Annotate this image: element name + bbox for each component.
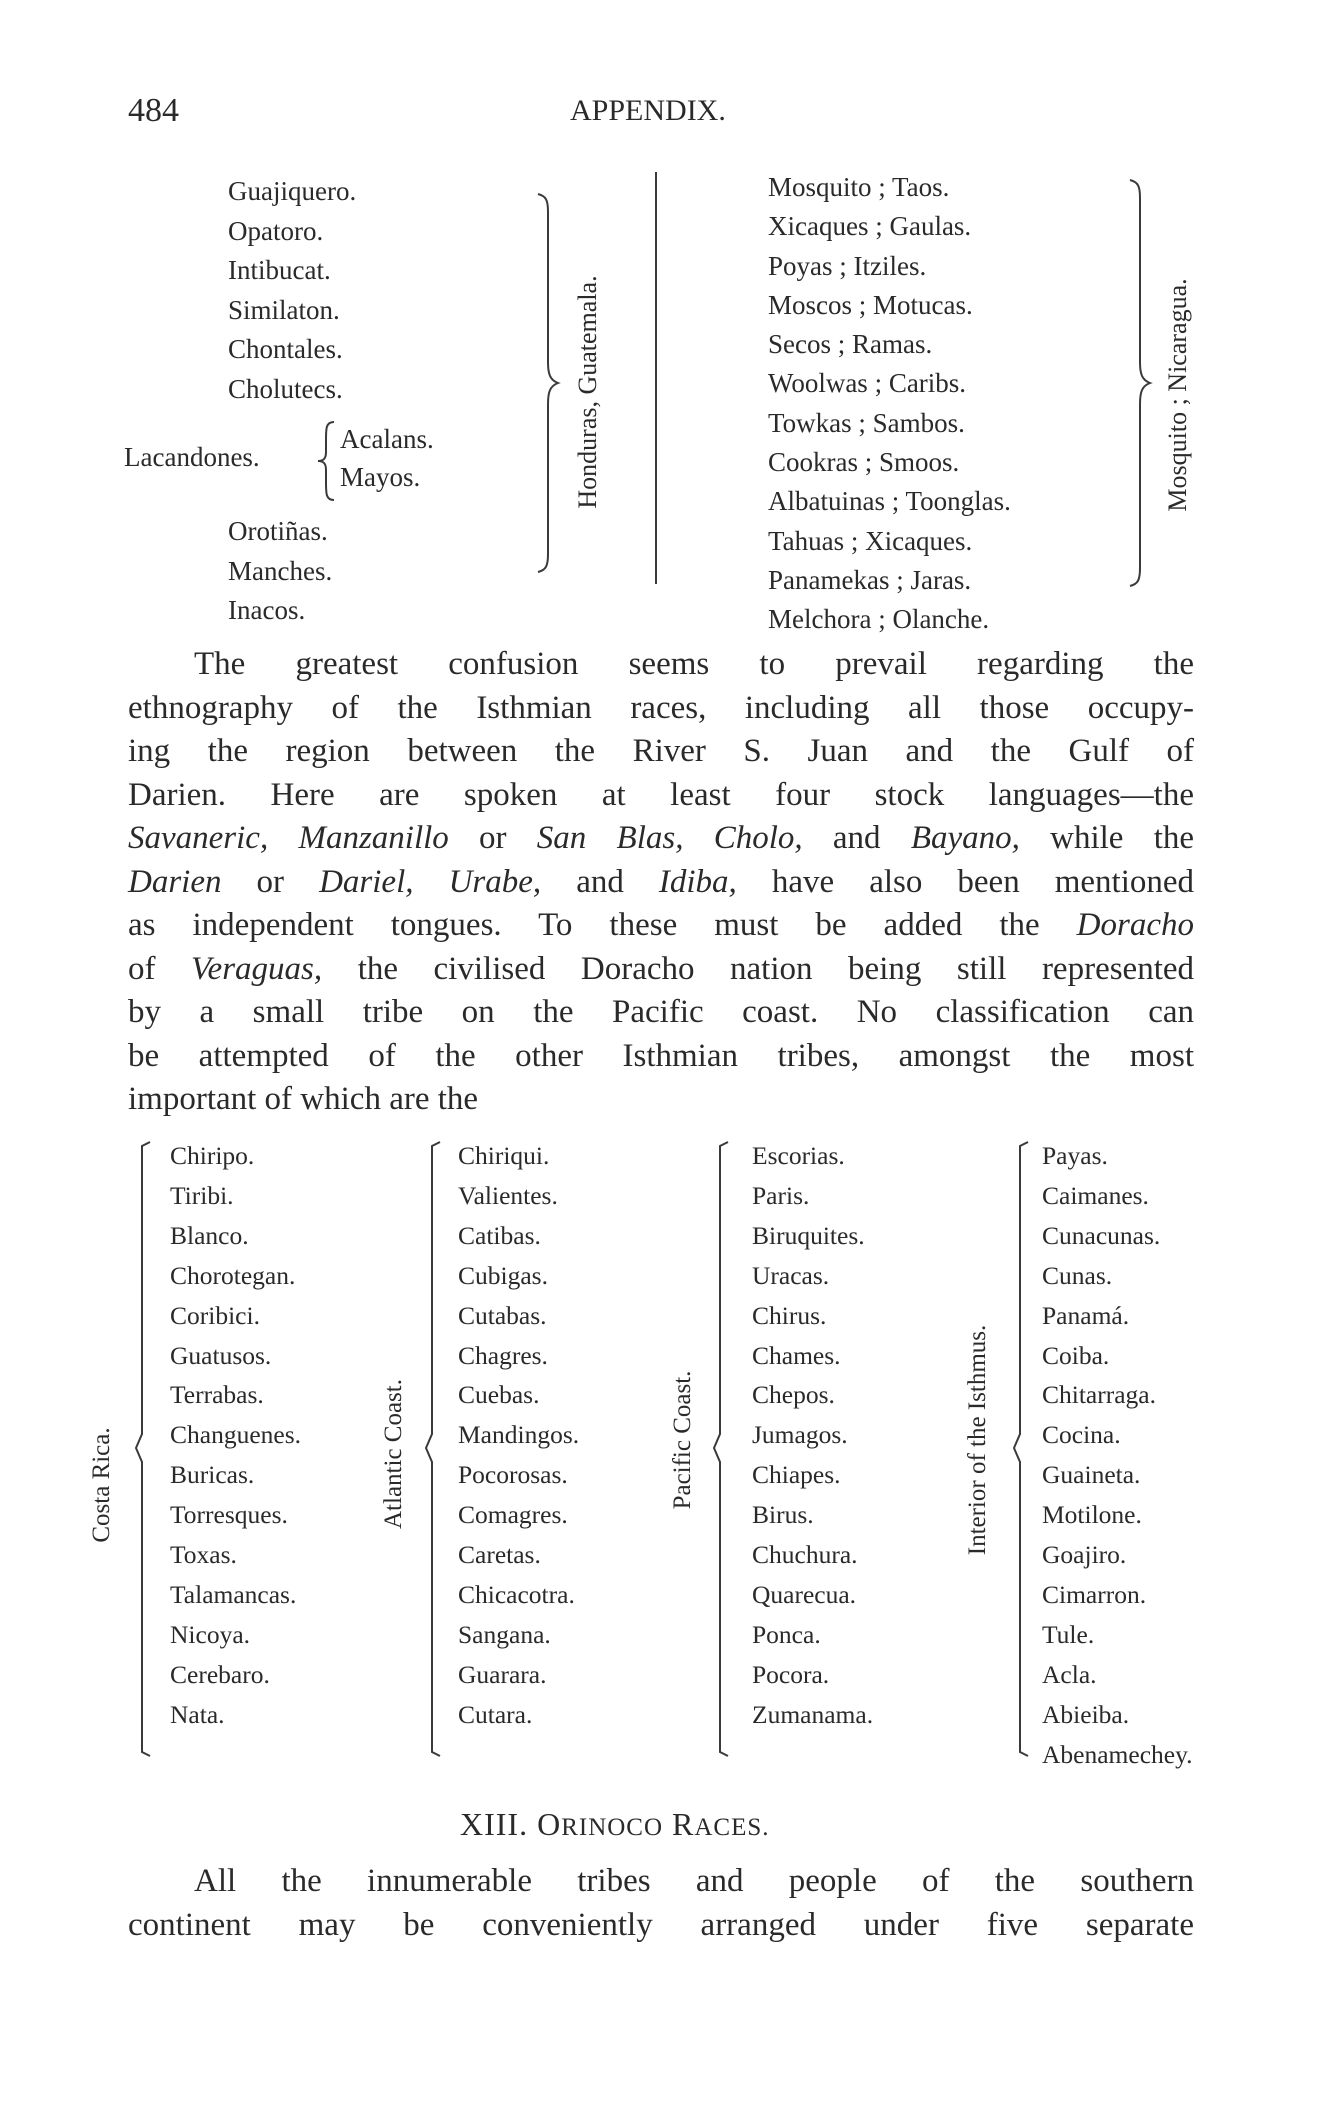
region-interior-isthmus: Interior of the Isthmus.	[964, 1324, 991, 1556]
list-item: Panamekas ; Jaras.	[768, 564, 972, 595]
list-item: Cunas.	[1042, 1260, 1113, 1290]
lang-bayano: Bayano,	[910, 820, 1020, 856]
list-item: Chitarraga.	[1042, 1380, 1156, 1410]
list-item: Chagres.	[458, 1340, 548, 1370]
section-heading	[460, 1806, 770, 1843]
list-item: Guaineta.	[1042, 1460, 1141, 1490]
text-line: ethnography of the Isthmian races, including all those occupy-	[128, 689, 1194, 726]
section-word-2-rest: ACES.	[694, 1814, 770, 1841]
list-item: Manches.	[228, 555, 333, 586]
section-word-1-initial: O	[537, 1806, 562, 1842]
list-item: Goajiro.	[1042, 1540, 1127, 1570]
list-item: Cimarron.	[1042, 1579, 1147, 1609]
paragraph-orinoco	[128, 1860, 1194, 1947]
text: or	[479, 820, 507, 856]
lacandones-label: Lacandones.	[124, 442, 260, 472]
table2-col3-brace	[712, 1138, 734, 1760]
list-item: Chiriqui.	[458, 1141, 550, 1170]
lang-urabe: Urabe,	[448, 863, 542, 900]
list-item: Valientes.	[458, 1180, 558, 1210]
text-line	[128, 948, 1194, 992]
text-line	[128, 904, 1194, 948]
list-item: Guatusos.	[170, 1340, 272, 1370]
text: and	[576, 863, 624, 900]
list-item: Toxas.	[170, 1540, 237, 1570]
list-item: Comagres.	[458, 1500, 568, 1530]
list-item: Terrabas.	[170, 1380, 264, 1410]
list-item: Opatoro.	[228, 215, 324, 246]
list-item: Sangana.	[458, 1619, 551, 1649]
list-item: Zumanama.	[752, 1699, 874, 1729]
list-item: Cutara.	[458, 1699, 533, 1729]
list-item: Chames.	[752, 1340, 841, 1370]
table1-col1-brace	[534, 192, 564, 574]
list-item: Quarecua.	[752, 1579, 857, 1609]
list-item: Chirus.	[752, 1300, 827, 1330]
lacandones-sub-2: Mayos.	[340, 462, 421, 492]
list-item: Similaton.	[228, 294, 340, 325]
lacandones-sub-1: Acalans.	[340, 424, 434, 454]
list-item: Cubigas.	[458, 1260, 548, 1290]
table2-col1	[170, 1136, 301, 1735]
text: and	[832, 820, 881, 856]
list-item: Chiapes.	[752, 1460, 841, 1490]
list-item: Escorias.	[752, 1141, 845, 1170]
running-title: APPENDIX.	[570, 94, 726, 127]
region-mosquito-nicaragua: Mosquito ; Nicaragua.	[1163, 278, 1192, 512]
list-item: Albatuinas ; Toonglas.	[768, 486, 1011, 517]
list-item: Woolwas ; Caribs.	[768, 368, 967, 399]
list-item: Cutabas.	[458, 1300, 547, 1330]
section-numeral: XIII.	[460, 1806, 529, 1842]
region-honduras-guatemala: Honduras, Guatemala.	[573, 275, 602, 509]
list-item: Changuenes.	[170, 1420, 302, 1450]
text: the civilised Doracho nation being still represented	[357, 950, 1195, 987]
lang-savaneric: Savaneric,	[128, 820, 269, 856]
list-item: Acla.	[1042, 1659, 1097, 1689]
list-item: Cocina.	[1042, 1420, 1121, 1450]
text-line	[128, 817, 1194, 861]
lang-idiba: Idiba,	[658, 863, 737, 900]
list-item: Xicaques ; Gaulas.	[768, 211, 972, 242]
list-item: Guarara.	[458, 1659, 547, 1689]
region-costa-rica: Costa Rica.	[88, 1427, 115, 1543]
list-item: Blanco.	[170, 1220, 249, 1250]
lacandones-brace	[314, 420, 338, 502]
text-line: continent may be conveniently arranged under five separate	[128, 1906, 1194, 1943]
table2-col2	[458, 1136, 579, 1735]
list-item: Abieiba.	[1042, 1699, 1130, 1729]
text-line: ing the region between the River S. Juan and the Gulf of	[128, 733, 1194, 769]
region-pacific-coast: Pacific Coast.	[669, 1370, 696, 1510]
list-item: Tahuas ; Xicaques.	[768, 525, 973, 556]
section-word-2-initial: R	[672, 1806, 695, 1842]
list-item: Tiribi.	[170, 1180, 234, 1210]
list-item: Mosquito ; Taos.	[768, 172, 950, 202]
list-item: Caimanes.	[1042, 1180, 1149, 1210]
list-item: Caretas.	[458, 1540, 541, 1570]
list-item: Abenamechey.	[1042, 1739, 1193, 1769]
table2-col4-brace	[1012, 1138, 1034, 1760]
list-item: Chorotegan.	[170, 1260, 296, 1290]
list-item: Birus.	[752, 1500, 814, 1530]
text: as independent tongues. To these must be added the	[128, 907, 1040, 943]
column-divider	[655, 172, 657, 584]
list-item: Pocora.	[752, 1659, 830, 1689]
region-atlantic-coast: Atlantic Coast.	[380, 1379, 407, 1529]
text-line: Darien. Here are spoken at least four stock languages—the	[128, 776, 1194, 813]
lang-san-blas: San Blas,	[536, 820, 684, 856]
text: or	[256, 863, 285, 900]
list-item: Cholutecs.	[228, 373, 343, 404]
paragraph-isthmian	[128, 643, 1194, 1122]
list-item: Inacos.	[228, 595, 306, 626]
table1-col2-brace	[1126, 178, 1156, 588]
list-item: Buricas.	[170, 1460, 255, 1490]
text-line: be attempted of the other Isthmian tribes, amongst the most	[128, 1037, 1194, 1074]
list-item: Nicoya.	[170, 1619, 251, 1649]
lang-darien: Darien	[128, 863, 222, 900]
list-item: Uracas.	[752, 1260, 830, 1290]
list-item: Tule.	[1042, 1619, 1095, 1649]
list-item: Chontales.	[228, 334, 343, 365]
list-item: Cerebaro.	[170, 1659, 270, 1689]
list-item: Secos ; Ramas.	[768, 329, 933, 360]
text-line	[128, 861, 1194, 905]
list-item: Guajiquero.	[228, 176, 357, 206]
list-item: Moscos ; Motucas.	[768, 289, 973, 320]
list-item: Payas.	[1042, 1141, 1108, 1170]
list-item: Chicacotra.	[458, 1579, 575, 1609]
page-number: 484	[128, 92, 179, 129]
table2-col3	[752, 1136, 873, 1735]
list-item: Cookras ; Smoos.	[768, 447, 960, 478]
list-item: Paris.	[752, 1180, 810, 1210]
text: have also been mentioned	[771, 863, 1195, 900]
list-item: Chepos.	[752, 1380, 835, 1410]
section-word-1-rest: RINOCO	[561, 1814, 664, 1841]
list-item: Chiripo.	[170, 1141, 255, 1170]
list-item: Mandingos.	[458, 1420, 580, 1450]
table2-col4	[1042, 1136, 1193, 1775]
text: of	[128, 950, 156, 987]
table1-col2	[768, 168, 1011, 640]
table2-col2-brace	[424, 1138, 446, 1760]
list-item: Pocorosas.	[458, 1460, 568, 1490]
text-line: All the innumerable tribes and people of the southern	[194, 1863, 1194, 1899]
list-item: Torresques.	[170, 1500, 288, 1530]
list-item: Ponca.	[752, 1619, 821, 1649]
lang-doracho: Doracho	[1076, 907, 1194, 943]
place-veraguas: Veraguas,	[191, 950, 323, 987]
lang-manzanillo: Manzanillo	[298, 820, 449, 856]
list-item: Motilone.	[1042, 1500, 1142, 1530]
table1-col1-top	[228, 172, 356, 410]
list-item: Panamá.	[1042, 1300, 1130, 1330]
lang-cholo: Cholo,	[713, 820, 803, 856]
list-item: Catibas.	[458, 1220, 541, 1250]
list-item: Biruquites.	[752, 1220, 865, 1250]
list-item: Cunacunas.	[1042, 1220, 1161, 1250]
list-item: Poyas ; Itziles.	[768, 250, 927, 281]
table1-col1-bottom	[228, 512, 332, 631]
list-item: Intibucat.	[228, 255, 331, 286]
lang-dariel: Dariel,	[319, 863, 414, 900]
list-item: Talamancas.	[170, 1579, 297, 1609]
list-item: Nata.	[170, 1699, 225, 1729]
list-item: Coiba.	[1042, 1340, 1110, 1370]
list-item: Chuchura.	[752, 1540, 858, 1570]
list-item: Orotiñas.	[228, 516, 328, 546]
list-item: Jumagos.	[752, 1420, 848, 1450]
text: while the	[1050, 820, 1195, 856]
table2-col1-brace	[134, 1138, 156, 1760]
text-line: important of which are the	[128, 1081, 479, 1117]
text-line: by a small tribe on the Pacific coast. No classification can	[128, 994, 1194, 1030]
list-item: Cuebas.	[458, 1380, 540, 1410]
text-line: The greatest confusion seems to prevail regarding the	[194, 646, 1194, 682]
list-item: Coribici.	[170, 1300, 260, 1330]
list-item: Melchora ; Olanche.	[768, 604, 990, 635]
list-item: Towkas ; Sambos.	[768, 407, 965, 438]
